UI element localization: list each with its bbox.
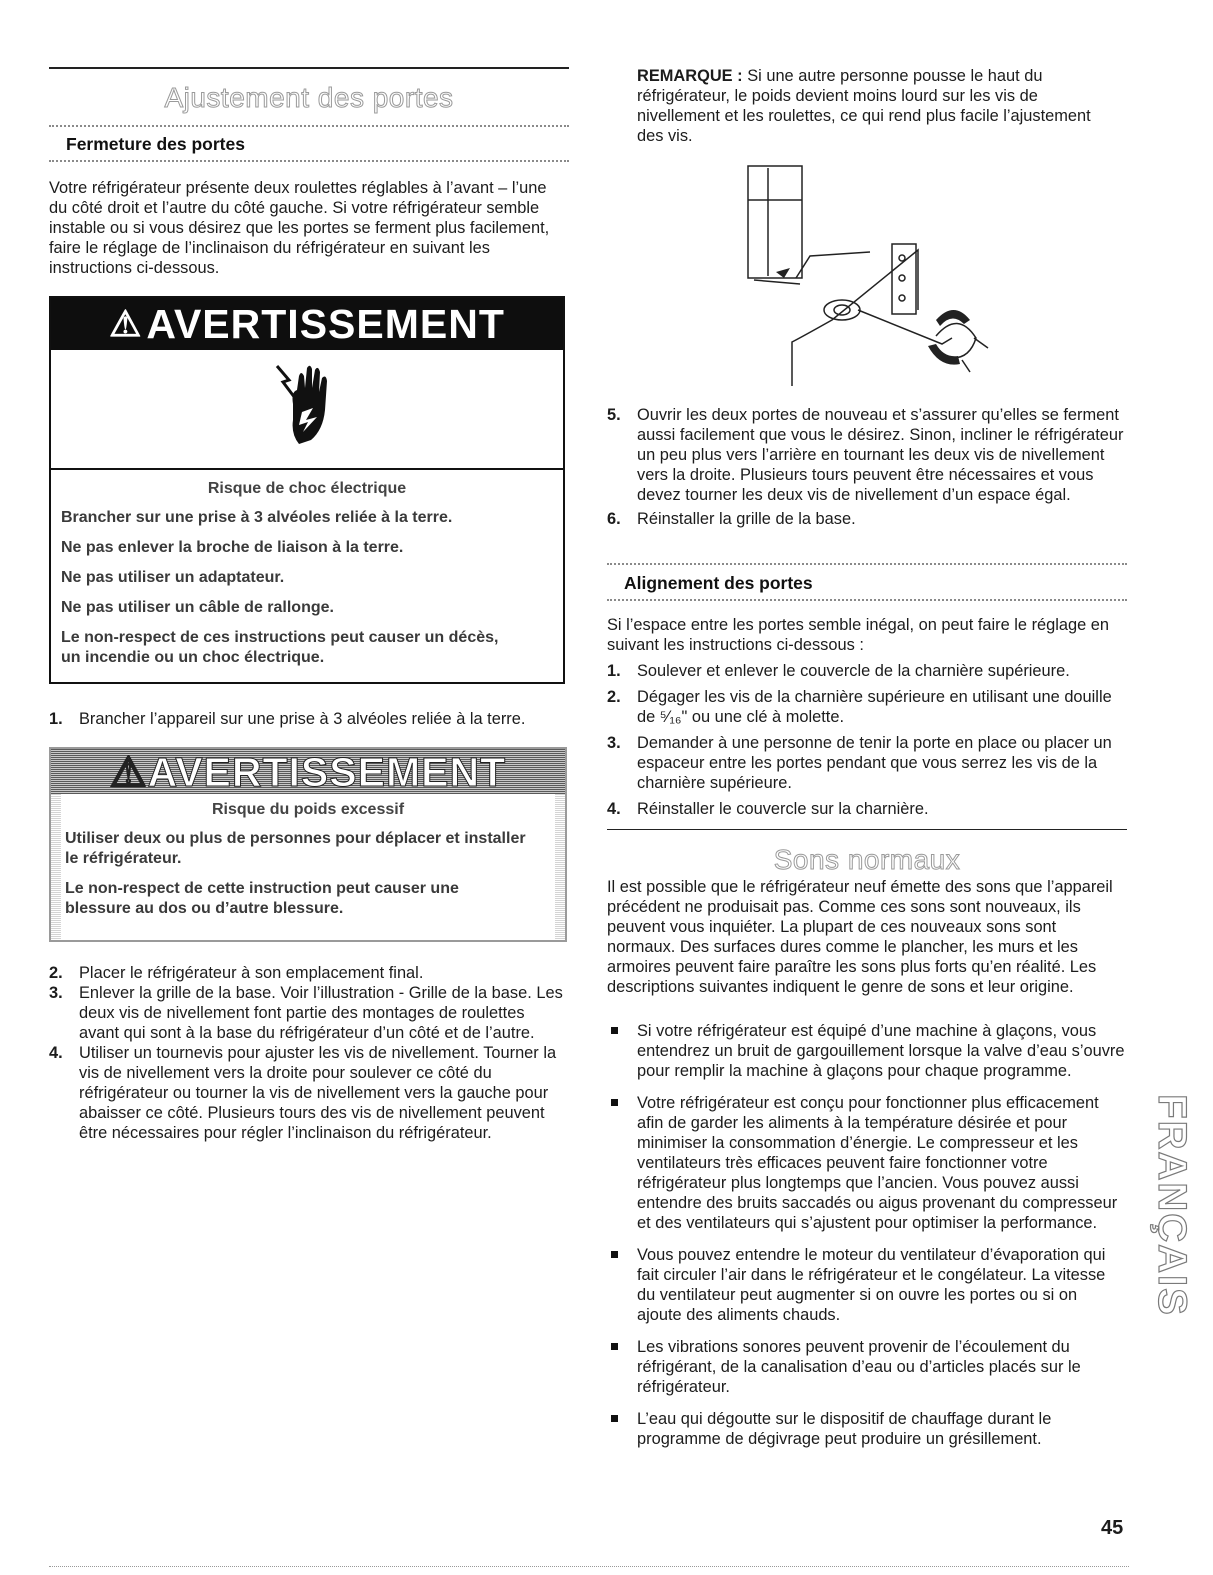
language-side-tab [1150, 1055, 1192, 1355]
section-title-sons: Sons normaux [773, 844, 961, 875]
steps-list-left [49, 963, 569, 1143]
bullet-text: L’eau qui dégoutte sur le dispositif de chauffage durant le programme de dégivrage peut produire un grésillement. [637, 1410, 1052, 1448]
warning-line: Le non-respect de cette instruction peut causer une blessure au dos ou d’autre blessure. [65, 880, 459, 917]
warning-line: Ne pas utiliser un adaptateur. [61, 569, 285, 586]
list-item [607, 1093, 1125, 1233]
bullet-icon [611, 1027, 618, 1034]
bullet-text: Si votre réfrigérateur est équipé d’une machine à glaçons, vous entendrez un bruit de gargouillement lorsque la valve d’eau s’ouvre pour remplir la machine à glaçons pour chaque programme. [637, 1022, 1125, 1080]
warning-box-weight [49, 747, 567, 942]
step-number: 1. [49, 710, 63, 728]
step-item [607, 799, 1127, 819]
dotted-divider [49, 125, 569, 127]
bullet-icon [611, 1099, 618, 1106]
bullet-icon [611, 1343, 618, 1350]
warning-line: Ne pas utiliser un câble de rallonge. [61, 599, 334, 616]
step-number: 3. [607, 734, 621, 752]
step-item [49, 963, 569, 983]
warning-icon-row [51, 350, 563, 470]
step-number: 6. [607, 510, 621, 528]
note-text: Si une autre personne pousse le haut du réfrigérateur, le poids devient moins lourd sur les vis de nivellement et les roulettes, ce qui rend plus facile l’ajustement des vis. [637, 67, 1091, 145]
step-text: Utiliser un tournevis pour ajuster les vis de nivellement. Tourner la vis de nivellement vers la droite pour soulever ce côté du réfrigérateur ou tourner la vis de nivellement vers la gauche pour abaisser ce côté. Plusieurs tours des vis de nivellement peuvent être nécessaires pour régler l’inclinaison du réfrigérateur. [79, 1044, 557, 1142]
warning-line: Le non-respect de ces instructions peut causer un décès, un incendie ou un choc électrique. [61, 629, 499, 666]
dotted-divider [607, 563, 1127, 565]
steps-list-right [607, 405, 1127, 529]
step-number: 5. [607, 406, 621, 424]
step-item [607, 661, 1127, 681]
dotted-divider [607, 599, 1127, 601]
step-item [49, 709, 599, 729]
warning-text [51, 470, 563, 668]
warning-banner [51, 298, 563, 350]
step-text: Réinstaller la grille de la base. [637, 510, 856, 528]
warning-line: Brancher sur une prise à 3 alvéoles reliée à la terre. [61, 509, 453, 526]
dotted-divider [49, 160, 569, 162]
step-text: Ouvrir les deux portes de nouveau et s’assurer qu’elles se ferment aussi facilement que vous le désirez. Sinon, incliner le réfrigérateur un peu plus vers l’arrière en tournant les deux vis de nivellement vers la droite. Plusieurs tours peuvent être nécessaires et vous devez tourner les deux vis de nivellement d’un espace égal. [637, 406, 1124, 504]
sounds-intro: Il est possible que le réfrigérateur neuf émette des sons que l’appareil précédent ne produisait pas. Comme ces sons sont nouveaux, ils peuvent vous inquiéter. La plupart de ces nouveaux sons sont normaux. Des surfaces dures comme le plancher, les murs et les armoires peuvent faire paraître les sons plus forts qu’en réalité. Les descriptions suivantes indiquent le genre de sons et leur origine. [607, 878, 1113, 996]
note-label: REMARQUE : [637, 67, 743, 85]
list-item [607, 1021, 1125, 1081]
step-number: 4. [607, 800, 621, 818]
subhead-fermeture: Fermeture des portes [66, 134, 245, 154]
step-item [607, 405, 1127, 505]
step-text: Demander à une personne de tenir la porte en place ou placer un espaceur entre les portes pendant que vous serrez les vis de la charnière supérieure. [637, 734, 1112, 792]
list-item [607, 1245, 1125, 1325]
align-intro: Si l’espace entre les portes semble inégal, on peut faire le réglage en suivant les instructions ci-dessous : [607, 616, 1110, 654]
warning-banner-label: AVERTISSEMENT [146, 300, 505, 347]
step-item [49, 1043, 569, 1143]
bullet-text: Votre réfrigérateur est conçu pour fonctionner plus efficacement afin de garder les aliments à la température désirée et pour minimiser la consommation d’énergie. Le compresseur et les ventilateurs très efficaces peuvent faire fonctionner votre réfrigérateur plus longtemps que l’ancien. Vous pouvez aussi entendre des bruits saccadés ou aigus provenant du compresseur et des ventilateurs qui s’ajustent pour optimiser la performance. [637, 1094, 1118, 1232]
list-item [607, 1409, 1125, 1449]
warning-triangle-icon: ⚠ [109, 303, 143, 344]
step-number: 1. [607, 662, 621, 680]
section-top-rule [607, 829, 1127, 830]
step-text: Réinstaller le couvercle sur la charnière. [637, 800, 929, 818]
step-text: Soulever et enlever le couvercle de la charnière supérieure. [637, 662, 1070, 680]
step-number: 2. [607, 688, 621, 706]
bottom-rule [49, 1566, 1129, 1567]
step-number: 2. [49, 964, 63, 982]
warning-inner [61, 749, 555, 940]
warning-title: Risque du poids excessif [211, 801, 405, 818]
leveling-illustration [742, 160, 1002, 390]
bullet-icon [611, 1415, 618, 1422]
warning-text [61, 801, 555, 929]
warning-line: Utiliser deux ou plus de personnes pour déplacer et installer le réfrigérateur. [65, 830, 526, 867]
intro-paragraph: Votre réfrigérateur présente deux roulettes réglables à l’avant – l’une du côté droit et l’autre du côté gauche. Si votre réfrigérateur semble instable ou si vous désirez que les portes se ferment plus facilement, faire le réglage de l’inclinaison du réfrigérateur en suivant les instructions ci-dessous. [49, 179, 550, 277]
step-text: Dégager les vis de la charnière supérieure en utilisant une douille de ⁵⁄₁₆" ou une clé à molette. [637, 688, 1112, 726]
step-item [49, 983, 569, 1043]
bullet-text: Les vibrations sonores peuvent provenir de l’écoulement du réfrigérant, de la canalisation d’eau ou d’articles placés sur le réfrigérateur. [637, 1338, 1081, 1396]
sounds-bullet-list [607, 1021, 1125, 1449]
warning-box-electric [49, 296, 565, 684]
page-number: 45 [1101, 1517, 1124, 1539]
step-item [607, 509, 1127, 529]
section-top-rule [49, 67, 569, 69]
subhead-alignement: Alignement des portes [624, 573, 813, 593]
warning-banner [51, 749, 565, 794]
warning-line: Ne pas enlever la broche de liaison à la terre. [61, 539, 404, 556]
step-number: 4. [49, 1044, 63, 1062]
step-item [607, 733, 1127, 793]
align-steps-list [607, 661, 1127, 819]
bullet-icon [611, 1251, 618, 1258]
electrical-shock-hand-icon [275, 364, 335, 448]
step-text: Brancher l’appareil sur une prise à 3 alvéoles reliée à la terre. [79, 710, 526, 728]
note-paragraph [637, 66, 1097, 146]
step-text: Placer le réfrigérateur à son emplacement final. [79, 964, 424, 982]
step-text: Enlever la grille de la base. Voir l’illustration - Grille de la base. Les deux vis de nivellement font partie des montages de roulettes avant qui sont à la base du réfrigérateur d’un côté et de l’autre. [79, 984, 563, 1042]
warning-banner-label: ⚠AVERTISSEMENT [109, 748, 507, 795]
bullet-text: Vous pouvez entendre le moteur du ventilateur d’évaporation qui fait circuler l’air dans le réfrigérateur et le congélateur. La vitesse du ventilateur peut augmenter si on ouvre les portes ou si on ajoute des aliments chauds. [637, 1246, 1106, 1324]
list-item [607, 1337, 1125, 1397]
side-tab-label: FRANÇAIS [1149, 1093, 1194, 1317]
step-item [607, 687, 1127, 727]
warning-title: Risque de choc électrique [207, 480, 407, 497]
section-title-ajustement: Ajustement des portes [164, 82, 454, 113]
step-number: 3. [49, 984, 63, 1002]
